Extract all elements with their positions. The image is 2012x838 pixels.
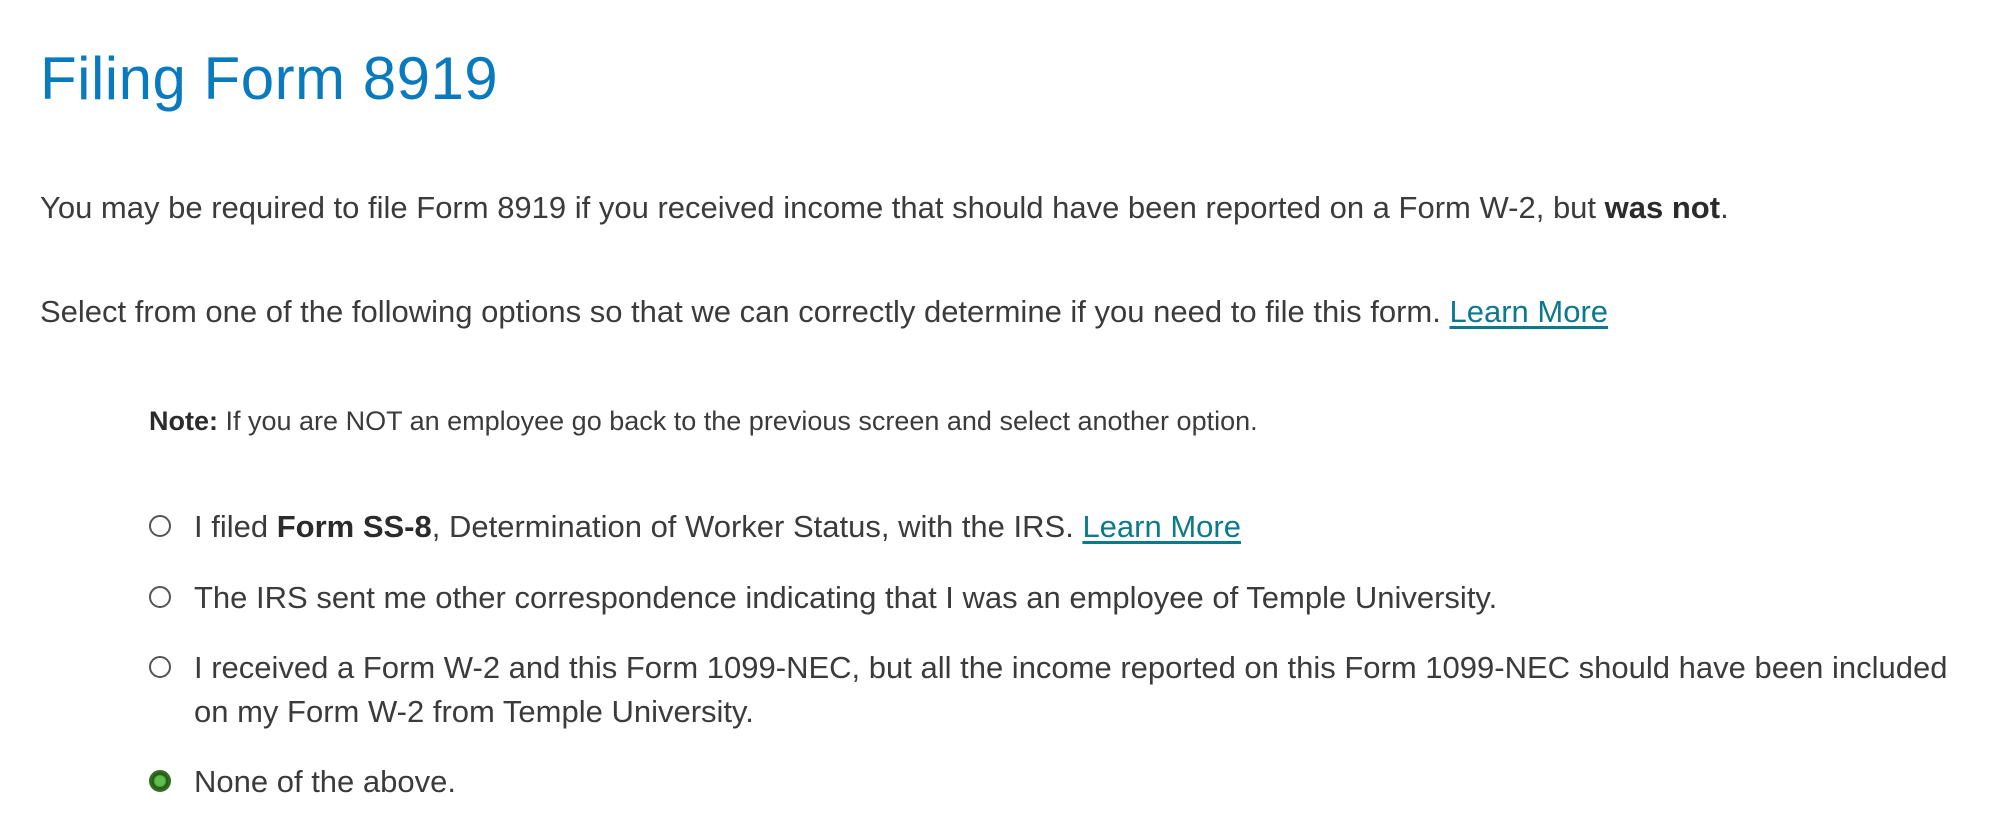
option-ss8-text-end: , Determination of Worker Status, with the IRS.: [431, 509, 1083, 544]
note: [149, 403, 1258, 439]
intro-emphasis: was not: [1604, 190, 1721, 225]
intro-text-end: .: [1720, 190, 1729, 225]
intro-text: You may be required to file Form 8919 if you received income that should have been reported on a Form W-2, but: [40, 190, 1605, 225]
note-label: Note:: [149, 406, 218, 436]
option-label: I received a Form W-2 and this Form 1099-NEC, but all the income reported on this Form 1099-NEC should have been included on my Form W-2 from Temple University.: [194, 650, 1948, 729]
option-label: The IRS sent me other correspondence indicating that I was an employee of Temple University.: [194, 580, 1498, 615]
learn-more-link[interactable]: Learn More: [1449, 294, 1609, 329]
intro-paragraph: [40, 188, 1729, 228]
option-label: [194, 505, 1241, 549]
option-ss8-text: I filed: [194, 509, 277, 544]
radio-button-w2-and-1099[interactable]: [149, 656, 171, 678]
learn-more-link-ss8[interactable]: Learn More: [1082, 509, 1241, 544]
option-ss8-emphasis: Form SS-8: [276, 509, 432, 544]
instruction-paragraph: [40, 292, 1608, 332]
page-title: Filing Form 8919: [40, 45, 499, 112]
instruction-text: Select from one of the following options so that we can correctly determine if you need to file this form.: [40, 294, 1450, 329]
option-none-of-the-above[interactable]: [149, 760, 456, 804]
option-form-ss8[interactable]: [149, 505, 1241, 549]
option-w2-and-1099[interactable]: [149, 646, 1974, 734]
radio-button-irs-correspondence[interactable]: [149, 586, 171, 608]
option-label: None of the above.: [194, 764, 456, 799]
radio-button-none-selected[interactable]: [149, 770, 171, 792]
note-text: If you are NOT an employee go back to the previous screen and select another option.: [218, 406, 1258, 436]
radio-button-ss8[interactable]: [149, 515, 171, 537]
option-irs-correspondence[interactable]: [149, 576, 1497, 620]
